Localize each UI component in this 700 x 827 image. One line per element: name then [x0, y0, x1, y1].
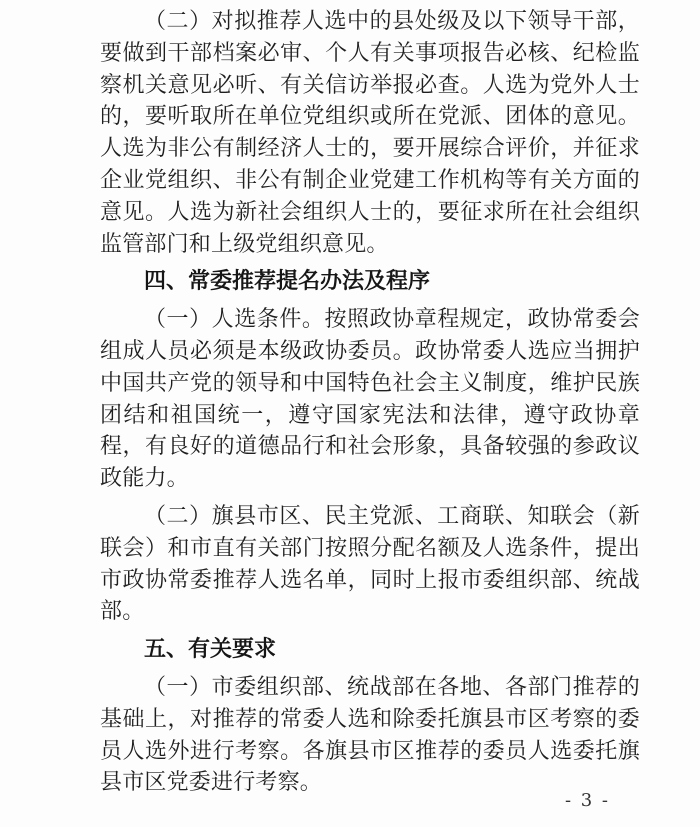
section-heading-nomination: 四、常委推荐提名办法及程序 — [144, 269, 431, 295]
page-number: - 3 - — [564, 790, 610, 811]
paragraph-review-requirements: （二）对拟推荐人选中的县处级及以下领导干部，要做到干部档案必审、个人有关事项报告必核、纪检监察机关意见必听、有关信访举报必查。人选为党外人士的，要听取所在单位党组织或所在党派、团体的意见。人选为非公有制经济人士的，要开展综合评价，并征求企业党组织、非公有制企业党建工作机构等有关方面的意见。人选为新社会组织人士的，要征求所在社会组织监管部门和上级党组织意见。 — [100, 9, 640, 257]
paragraph-candidate-conditions: （一）人选条件。按照政协章程规定，政协常委会组成人员必须是本级政协委员。政协常委人选应当拥护中国共产党的领导和中国特色社会主义制度，维护民族团结和祖国统一，遵守国家宪法和法律，遵守政协章程，有良好的道德品行和社会形象，具备较强的参政议政能力。 — [100, 307, 640, 492]
section-heading-requirements: 五、有关要求 — [144, 637, 277, 663]
paragraph-nomination-list: （二）旗县市区、民主党派、工商联、知联会（新联会）和市直有关部门按照分配名额及人选条件，提出市政协常委推荐人选名单，同时上报市委组织部、统战部。 — [100, 503, 640, 625]
document-body — [100, 6, 640, 799]
paragraph-inspection: （一）市委组织部、统战部在各地、各部门推荐的基础上，对推荐的常委人选和除委托旗县市区考察的委员人选外进行考察。各旗县市区推荐的委员人选委托旗县市区党委进行考察。 — [100, 674, 640, 796]
